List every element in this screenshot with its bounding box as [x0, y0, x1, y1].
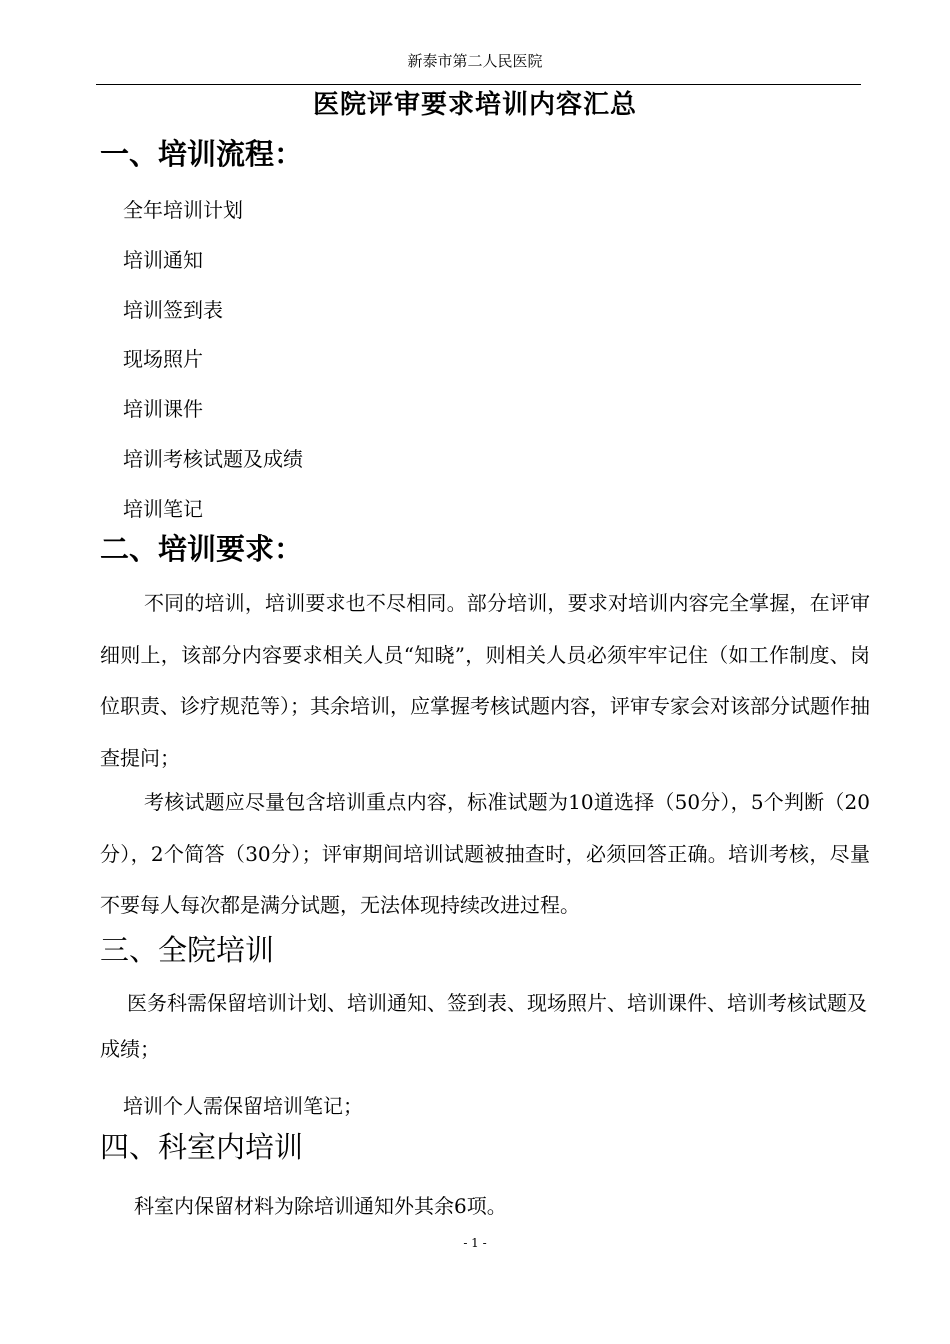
page-header: 新泰市第二人民医院 [407, 52, 543, 70]
list-item: 培训考核试题及成绩 [123, 447, 303, 471]
requirements-paragraph-2: 考核试题应尽量包含培训重点内容，标准试题为10道选择（50分），5个判断（20分），2个简答（30分）；评审期间培训试题被抽查时，必须回答正确。培训考核，尽量不要每人每次都是满分试题，无法体现持续改进过程。 [100, 790, 870, 917]
list-item: 现场照片 [123, 347, 203, 371]
hospital-training-paragraph: 医务科需保留培训计划、培训通知、签到表、现场照片、培训课件、培训考核试题及成绩； [100, 991, 867, 1061]
list-item: 培训通知 [123, 248, 203, 272]
section-heading-training-process: 一、培训流程： [100, 137, 304, 171]
list-item: 培训签到表 [123, 298, 223, 322]
section-heading-department-training: 四、科室内培训 [100, 1130, 304, 1164]
requirements-paragraph-1: 不同的培训，培训要求也不尽相同。部分培训，要求对培训内容完全掌握，在评审细则上，该部分内容要求相关人员“知晓”，则相关人员必须牢牢记住（如工作制度、岗位职责、诊疗规范等）；其余培训，应掌握考核试题内容，评审专家会对该部分试题作抽查提问； [100, 591, 870, 770]
section-heading-training-requirements: 二、培训要求： [100, 532, 304, 566]
department-training-paragraph: 科室内保留材料为除培训通知外其余6项。 [134, 1194, 507, 1218]
hospital-training-note: 培训个人需保留培训笔记； [123, 1094, 363, 1118]
section-heading-hospital-training: 三、全院培训 [100, 933, 275, 967]
list-item: 培训笔记 [123, 497, 203, 521]
document-title: 医院评审要求培训内容汇总 [312, 90, 637, 120]
page-number: - 1 - [463, 1236, 487, 1250]
list-item: 全年培训计划 [123, 198, 243, 222]
list-item: 培训课件 [123, 397, 203, 421]
